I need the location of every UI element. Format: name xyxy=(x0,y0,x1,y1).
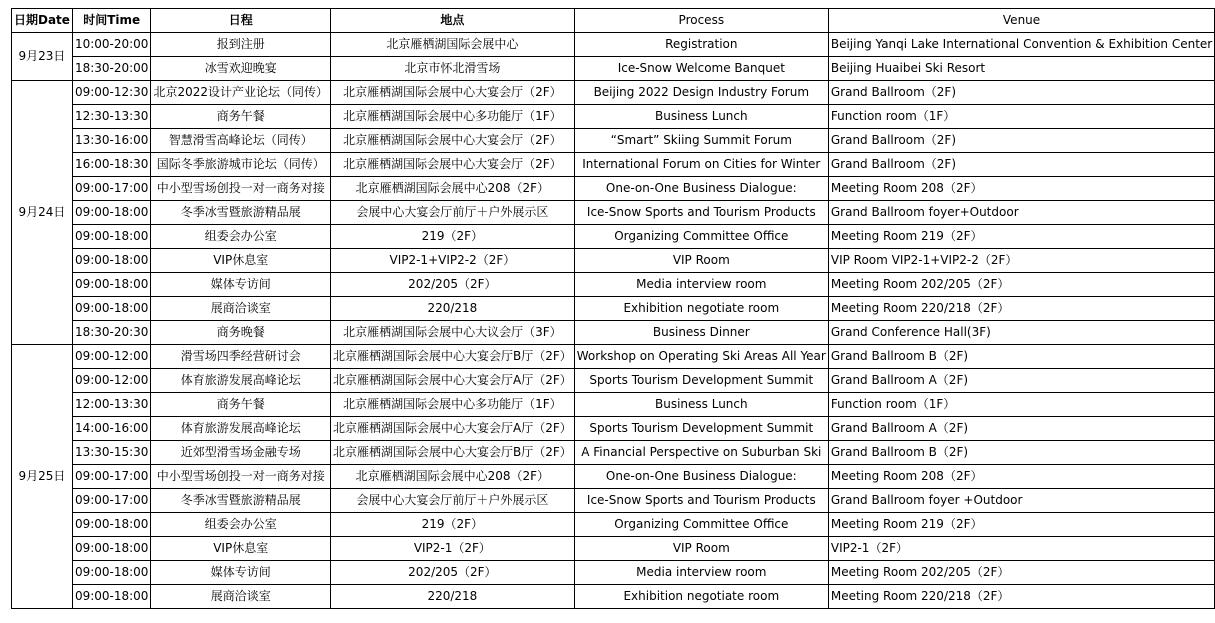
process-cell: International Forum on Cities for Winter xyxy=(574,153,828,177)
header-schedule: 日程 xyxy=(151,9,331,33)
time-cell: 13:30-15:30 xyxy=(72,441,151,465)
venue-cell: Meeting Room 219（2F） xyxy=(828,225,1214,249)
venue-cell: Beijing Yanqi Lake International Convention & Exhibition Center xyxy=(828,33,1214,57)
time-cell: 14:00-16:00 xyxy=(72,417,151,441)
time-cell: 09:00-17:00 xyxy=(72,465,151,489)
venue-cell: Grand Conference Hall(3F) xyxy=(828,321,1214,345)
location-cell: 202/205（2F） xyxy=(330,273,574,297)
time-cell: 09:00-18:00 xyxy=(72,201,151,225)
schedule-cell: 体育旅游发展高峰论坛 xyxy=(151,369,331,393)
process-cell: Organizing Committee Office xyxy=(574,513,828,537)
process-cell: Exhibition negotiate room xyxy=(574,585,828,609)
venue-cell: Function room（1F） xyxy=(828,105,1214,129)
schedule-cell: 商务午餐 xyxy=(151,105,331,129)
table-row xyxy=(12,81,1215,105)
table-row xyxy=(12,585,1215,609)
location-cell: VIP2-1（2F） xyxy=(330,537,574,561)
schedule-cell: 近郊型滑雪场金融专场 xyxy=(151,441,331,465)
location-cell: 220/218 xyxy=(330,585,574,609)
location-cell: 北京雁栖湖国际会展中心多功能厅（1F） xyxy=(330,393,574,417)
time-cell: 10:00-20:00 xyxy=(72,33,151,57)
table-row xyxy=(12,417,1215,441)
location-cell: 220/218 xyxy=(330,297,574,321)
schedule-cell: 滑雪场四季经营研讨会 xyxy=(151,345,331,369)
process-cell: VIP Room xyxy=(574,249,828,273)
location-cell: 北京雁栖湖国际会展中心208（2F） xyxy=(330,465,574,489)
location-cell: 北京雁栖湖国际会展中心大宴会厅B厅（2F） xyxy=(330,441,574,465)
venue-cell: VIP2-1（2F） xyxy=(828,537,1214,561)
venue-cell: Grand Ballroom（2F) xyxy=(828,153,1214,177)
table-row xyxy=(12,561,1215,585)
venue-cell: Function room（1F） xyxy=(828,393,1214,417)
location-cell: 会展中心大宴会厅前厅＋户外展示区 xyxy=(330,201,574,225)
location-cell: 202/205（2F） xyxy=(330,561,574,585)
process-cell: Sports Tourism Development Summit xyxy=(574,369,828,393)
venue-cell: Meeting Room 208（2F） xyxy=(828,465,1214,489)
schedule-cell: 冰雪欢迎晚宴 xyxy=(151,57,331,81)
time-cell: 09:00-18:00 xyxy=(72,561,151,585)
table-row xyxy=(12,345,1215,369)
location-cell: 北京雁栖湖国际会展中心208（2F） xyxy=(330,177,574,201)
time-cell: 09:00-18:00 xyxy=(72,585,151,609)
time-cell: 09:00-18:00 xyxy=(72,297,151,321)
schedule-cell: 展商洽谈室 xyxy=(151,297,331,321)
time-cell: 12:30-13:30 xyxy=(72,105,151,129)
venue-cell: Grand Ballroom A（2F) xyxy=(828,369,1214,393)
date-cell: 9月24日 xyxy=(12,81,73,345)
schedule-cell: 中小型雪场创投一对一商务对接 xyxy=(151,465,331,489)
process-cell: Business Lunch xyxy=(574,393,828,417)
table-row xyxy=(12,153,1215,177)
venue-cell: Grand Ballroom（2F) xyxy=(828,129,1214,153)
location-cell: 会展中心大宴会厅前厅＋户外展示区 xyxy=(330,489,574,513)
table-row xyxy=(12,393,1215,417)
header-time: 时间Time xyxy=(72,9,151,33)
time-cell: 09:00-18:00 xyxy=(72,513,151,537)
table-row xyxy=(12,57,1215,81)
table-row xyxy=(12,513,1215,537)
table-row xyxy=(12,105,1215,129)
process-cell: “Smart” Skiing Summit Forum xyxy=(574,129,828,153)
schedule-cell: 展商洽谈室 xyxy=(151,585,331,609)
process-cell: Sports Tourism Development Summit xyxy=(574,417,828,441)
header-date: 日期Date xyxy=(12,9,73,33)
schedule-cell: VIP休息室 xyxy=(151,249,331,273)
time-cell: 09:00-18:00 xyxy=(72,273,151,297)
location-cell: 北京雁栖湖国际会展中心 xyxy=(330,33,574,57)
venue-cell: Meeting Room 208（2F） xyxy=(828,177,1214,201)
process-cell: Business Lunch xyxy=(574,105,828,129)
venue-cell: Grand Ballroom（2F) xyxy=(828,81,1214,105)
time-cell: 16:00-18:30 xyxy=(72,153,151,177)
schedule-cell: 冬季冰雪暨旅游精品展 xyxy=(151,489,331,513)
venue-cell: Grand Ballroom foyer +Outdoor xyxy=(828,489,1214,513)
process-cell: Registration xyxy=(574,33,828,57)
venue-cell: Meeting Room 202/205（2F） xyxy=(828,273,1214,297)
process-cell: Business Dinner xyxy=(574,321,828,345)
schedule-cell: 组委会办公室 xyxy=(151,513,331,537)
schedule-cell: 组委会办公室 xyxy=(151,225,331,249)
venue-cell: Grand Ballroom B（2F) xyxy=(828,441,1214,465)
table-row xyxy=(12,225,1215,249)
venue-cell: Meeting Room 220/218（2F） xyxy=(828,297,1214,321)
venue-cell: Grand Ballroom A（2F) xyxy=(828,417,1214,441)
schedule-cell: 北京2022设计产业论坛（同传） xyxy=(151,81,331,105)
venue-cell: Beijing Huaibei Ski Resort xyxy=(828,57,1214,81)
venue-cell: Meeting Room 220/218（2F） xyxy=(828,585,1214,609)
schedule-cell: 商务晚餐 xyxy=(151,321,331,345)
table-row xyxy=(12,249,1215,273)
header-venue: Venue xyxy=(828,9,1214,33)
table-row xyxy=(12,33,1215,57)
header-location: 地点 xyxy=(330,9,574,33)
process-cell: Ice-Snow Sports and Tourism Products xyxy=(574,201,828,225)
time-cell: 18:30-20:30 xyxy=(72,321,151,345)
table-row xyxy=(12,537,1215,561)
schedule-cell: 中小型雪场创投一对一商务对接 xyxy=(151,177,331,201)
table-row xyxy=(12,321,1215,345)
venue-cell: Meeting Room 202/205（2F） xyxy=(828,561,1214,585)
time-cell: 09:00-12:30 xyxy=(72,81,151,105)
venue-cell: Grand Ballroom foyer+Outdoor xyxy=(828,201,1214,225)
time-cell: 09:00-18:00 xyxy=(72,249,151,273)
table-row xyxy=(12,489,1215,513)
schedule-body xyxy=(12,33,1215,609)
table-row xyxy=(12,177,1215,201)
venue-cell: Meeting Room 219（2F） xyxy=(828,513,1214,537)
process-cell: Exhibition negotiate room xyxy=(574,297,828,321)
schedule-cell: 媒体专访间 xyxy=(151,273,331,297)
location-cell: 北京市怀北滑雪场 xyxy=(330,57,574,81)
location-cell: 北京雁栖湖国际会展中心大议会厅（3F） xyxy=(330,321,574,345)
location-cell: 北京雁栖湖国际会展中心大宴会厅B厅（2F） xyxy=(330,345,574,369)
table-row xyxy=(12,273,1215,297)
process-cell: Ice-Snow Sports and Tourism Products xyxy=(574,489,828,513)
location-cell: 北京雁栖湖国际会展中心大宴会厅A厅（2F） xyxy=(330,417,574,441)
table-row xyxy=(12,369,1215,393)
schedule-cell: 媒体专访间 xyxy=(151,561,331,585)
header-process: Process xyxy=(574,9,828,33)
process-cell: Media interview room xyxy=(574,561,828,585)
process-cell: One-on-One Business Dialogue: xyxy=(574,465,828,489)
date-cell: 9月23日 xyxy=(12,33,73,81)
time-cell: 13:30-16:00 xyxy=(72,129,151,153)
time-cell: 09:00-18:00 xyxy=(72,225,151,249)
process-cell: VIP Room xyxy=(574,537,828,561)
process-cell: Beijing 2022 Design Industry Forum xyxy=(574,81,828,105)
schedule-cell: 冬季冰雪暨旅游精品展 xyxy=(151,201,331,225)
time-cell: 09:00-12:00 xyxy=(72,345,151,369)
location-cell: 北京雁栖湖国际会展中心大宴会厅（2F） xyxy=(330,153,574,177)
venue-cell: VIP Room VIP2-1+VIP2-2（2F） xyxy=(828,249,1214,273)
schedule-cell: 智慧滑雪高峰论坛（同传） xyxy=(151,129,331,153)
schedule-cell: 国际冬季旅游城市论坛（同传） xyxy=(151,153,331,177)
process-cell: Ice-Snow Welcome Banquet xyxy=(574,57,828,81)
process-cell: A Financial Perspective on Suburban Ski xyxy=(574,441,828,465)
schedule-cell: 体育旅游发展高峰论坛 xyxy=(151,417,331,441)
time-cell: 12:00-13:30 xyxy=(72,393,151,417)
location-cell: 219（2F） xyxy=(330,225,574,249)
process-cell: One-on-One Business Dialogue: xyxy=(574,177,828,201)
location-cell: 北京雁栖湖国际会展中心大宴会厅（2F） xyxy=(330,81,574,105)
time-cell: 09:00-12:00 xyxy=(72,369,151,393)
process-cell: Organizing Committee Office xyxy=(574,225,828,249)
location-cell: 北京雁栖湖国际会展中心大宴会厅A厅（2F） xyxy=(330,369,574,393)
header-row xyxy=(12,9,1215,33)
venue-cell: Grand Ballroom B（2F) xyxy=(828,345,1214,369)
table-row xyxy=(12,201,1215,225)
table-row xyxy=(12,129,1215,153)
time-cell: 18:30-20:00 xyxy=(72,57,151,81)
table-row xyxy=(12,441,1215,465)
date-cell: 9月25日 xyxy=(12,345,73,609)
schedule-cell: VIP休息室 xyxy=(151,537,331,561)
schedule-cell: 商务午餐 xyxy=(151,393,331,417)
location-cell: 219（2F） xyxy=(330,513,574,537)
schedule-cell: 报到注册 xyxy=(151,33,331,57)
process-cell: Workshop on Operating Ski Areas All Year xyxy=(574,345,828,369)
time-cell: 09:00-18:00 xyxy=(72,537,151,561)
time-cell: 09:00-17:00 xyxy=(72,177,151,201)
location-cell: 北京雁栖湖国际会展中心多功能厅（1F） xyxy=(330,105,574,129)
location-cell: VIP2-1+VIP2-2（2F） xyxy=(330,249,574,273)
location-cell: 北京雁栖湖国际会展中心大宴会厅（2F） xyxy=(330,129,574,153)
process-cell: Media interview room xyxy=(574,273,828,297)
table-row xyxy=(12,297,1215,321)
time-cell: 09:00-17:00 xyxy=(72,489,151,513)
schedule-table xyxy=(11,8,1215,609)
table-row xyxy=(12,465,1215,489)
